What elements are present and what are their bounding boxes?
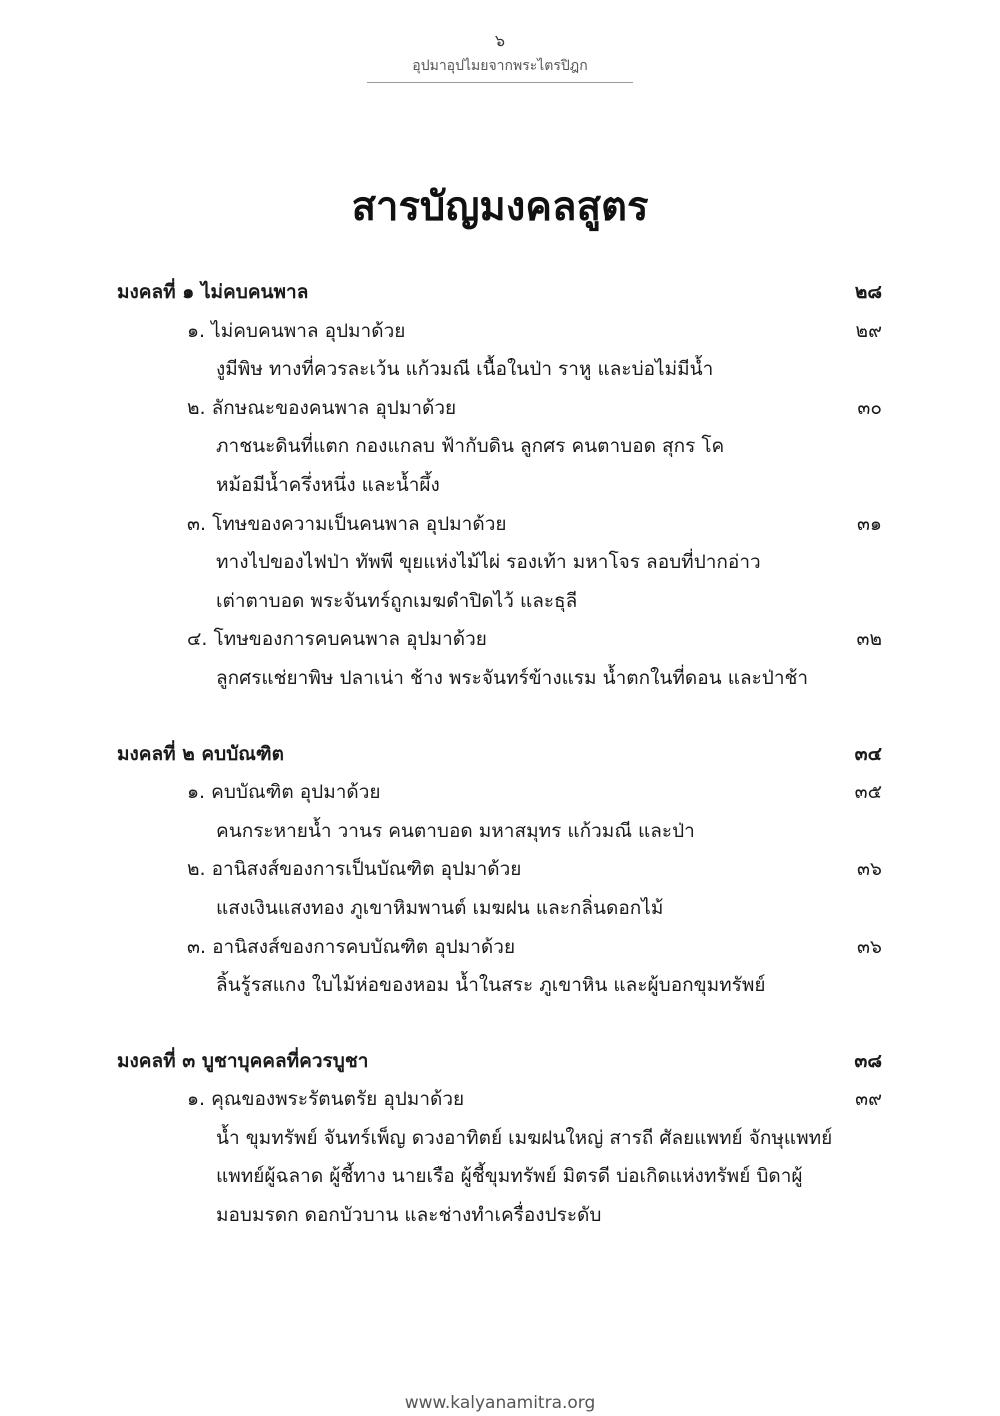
entry-description-text: ลิ้นรู้รสแกง ใบไม้ห่อของหอม น้ำในสระ ภูเขาหิน และผู้บอกขุมทรัพย์	[216, 974, 766, 997]
toc-entry-page: ๓๑	[856, 512, 882, 535]
entry-description	[0, 812, 1000, 851]
header-divider	[367, 82, 633, 83]
entry-description	[0, 966, 1000, 1005]
entry-description-text: เต่าตาบอด พระจันทร์ถูกเมฆดำปิดไว้ และธุลี	[216, 589, 578, 612]
footer-url: www.kalyanamitra.org	[404, 1393, 596, 1413]
toc-entry	[0, 1080, 1000, 1119]
entry-description	[0, 659, 1000, 698]
entry-description	[0, 1119, 1000, 1158]
toc-entry	[0, 850, 1000, 889]
entry-description	[0, 582, 1000, 621]
section-heading-page: ๒๘	[854, 281, 882, 303]
toc-entry-text: ๓. โทษของความเป็นคนพาล อุปมาด้วย	[187, 512, 507, 535]
toc-entry	[0, 505, 1000, 544]
entry-description-text: งูมีพิษ ทางที่ควรละเว้น แก้วมณี เนื้อในป่า ราหู และบ่อไม่มีน้ำ	[216, 358, 714, 381]
toc-entry	[0, 389, 1000, 428]
entry-description-text: น้ำ ขุมทรัพย์ จันทร์เพ็ญ ดวงอาทิตย์ เมฆฝนใหญ่ สารถี ศัลยแพทย์ จักษุแพทย์	[216, 1126, 833, 1149]
section-heading-page: ๓๔	[854, 742, 882, 765]
toc-entry-text: ๑. คุณของพระรัตนตรัย อุปมาด้วย	[187, 1088, 465, 1111]
entry-description	[0, 543, 1000, 582]
entry-description	[0, 466, 1000, 505]
entry-description	[0, 427, 1000, 466]
toc-entry-text: ๒. อานิสงส์ของการเป็นบัณฑิต อุปมาด้วย	[187, 858, 522, 881]
toc-entry	[0, 620, 1000, 659]
toc-section	[0, 735, 1000, 1005]
section-heading-page: ๓๘	[854, 1049, 882, 1072]
entry-description-text: ภาชนะดินที่แตก กองแกลบ ฟ้ากับดิน ลูกศร คนตาบอด สุกร โค	[216, 435, 725, 458]
entry-description-text: ทางไปของไฟป่า ทัพพี ขุยแห่งไม้ไผ่ รองเท้า มหาโจร ลอบที่ปากอ่าว	[216, 551, 761, 574]
section-heading	[0, 273, 1000, 312]
toc-entry-page: ๓๖	[856, 858, 882, 881]
entry-description	[0, 1157, 1000, 1196]
page-number: ๖	[494, 31, 506, 50]
toc-entry-page: ๒๙	[855, 319, 882, 342]
page-title: สารบัญมงคลสูตร	[351, 184, 649, 230]
toc-section	[0, 1042, 1000, 1235]
toc-entry	[0, 773, 1000, 812]
entry-description	[0, 889, 1000, 928]
book-title: อุปมาอุปไมยจากพระไตรปิฎก	[412, 58, 588, 74]
toc-entry-page: ๓๕	[854, 781, 882, 804]
table-of-contents	[0, 273, 1000, 1272]
toc-entry	[0, 312, 1000, 351]
running-header	[0, 30, 1000, 83]
toc-entry-text: ๑. ไม่คบคนพาล อุปมาด้วย	[187, 319, 406, 342]
section-heading-text: มงคลที่ ๒ คบบัณฑิต	[117, 742, 285, 765]
toc-entry-page: ๓๐	[857, 396, 882, 419]
entry-description-text: หม้อมีน้ำครึ่งหนึ่ง และน้ำผึ้ง	[216, 473, 440, 496]
toc-entry-text: ๓. อานิสงส์ของการคบบัณฑิต อุปมาด้วย	[187, 935, 516, 958]
section-heading	[0, 735, 1000, 774]
toc-entry-page: ๓๙	[855, 1088, 882, 1111]
entry-description	[0, 1196, 1000, 1235]
section-heading-text: มงคลที่ ๓ บูชาบุคคลที่ควรบูชา	[117, 1049, 369, 1072]
toc-section	[0, 273, 1000, 698]
toc-entry-text: ๔. โทษของการคบคนพาล อุปมาด้วย	[187, 628, 487, 651]
entry-description-text: แสงเงินแสงทอง ภูเขาหิมพานต์ เมฆฝน และกลิ่นดอกไม้	[216, 896, 664, 919]
toc-entry-page: ๓๖	[856, 935, 882, 958]
toc-entry-text: ๒. ลักษณะของคนพาล อุปมาด้วย	[187, 396, 457, 419]
section-heading	[0, 1042, 1000, 1081]
toc-entry-text: ๑. คบบัณฑิต อุปมาด้วย	[187, 781, 381, 804]
toc-entry	[0, 928, 1000, 967]
entry-description	[0, 350, 1000, 389]
entry-description-text: คนกระหายน้ำ วานร คนตาบอด มหาสมุทร แก้วมณี และป่า	[216, 819, 695, 842]
toc-entry-page: ๓๒	[856, 628, 882, 651]
section-heading-text: มงคลที่ ๑ ไม่คบคนพาล	[117, 281, 309, 303]
entry-description-text: แพทย์ผู้ฉลาด ผู้ชี้ทาง นายเรือ ผู้ชี้ขุมทรัพย์ มิตรดี บ่อเกิดแห่งทรัพย์ บิดาผู้	[216, 1165, 803, 1188]
entry-description-text: ลูกศรแช่ยาพิษ ปลาเน่า ช้าง พระจันทร์ข้างแรม น้ำตกในที่ดอน และป่าช้า	[216, 666, 809, 689]
entry-description-text: มอบมรดก ดอกบัวบาน และช่างทำเครื่องประดับ	[216, 1204, 602, 1227]
